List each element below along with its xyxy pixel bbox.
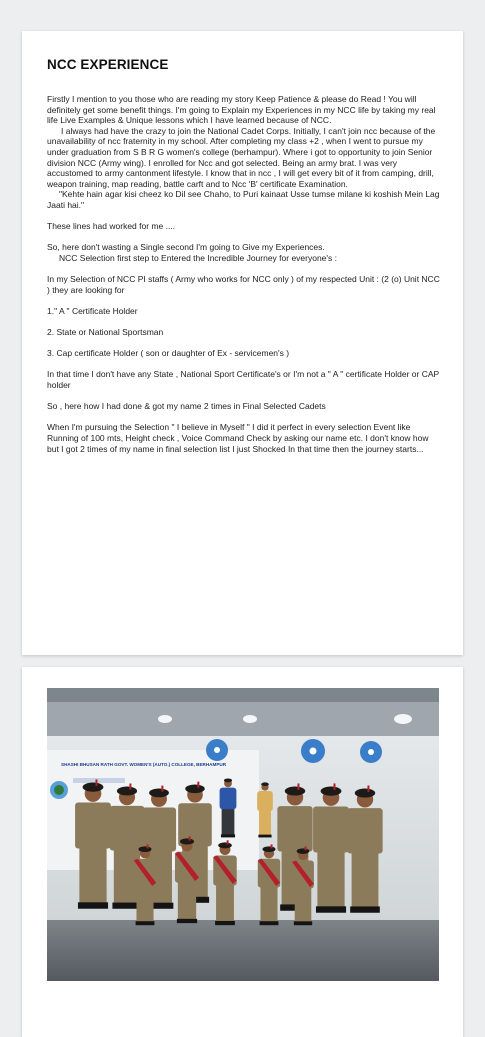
- cadets-group: [75, 778, 383, 925]
- paragraph-joining: I always had have the crazy to join the National Cadet Corps. Initially, I can't join ncc because of the unavailability of ncc fraternity in my school. After completing my class +2 , when I went to pursue my under graduation from S B R G women's college (berhampur). Where i got to opportunity to join Senior division NCC (Army wing). I enrolled for Ncc and got selected. Being an army brat. I was very accustomed to army cantonment lifestyle. I know that in ncc , I will get every bit of it from camping, drill, weapon training, map reading, battle carft and to Ncc 'B' certificate Examination.: [47, 125, 436, 189]
- stage-floor: [47, 920, 439, 981]
- banner-text: SHASHI BHUSAN RATH GOVT. WOMEN'S (AUTO.) COLLEGE, BERHAMPUR: [61, 762, 227, 767]
- paragraph-no-certificates: In that time I don't have any State , National Sport Certificate's or I'm not a " A " certificate Holder or CAP holder: [47, 369, 440, 391]
- ceiling-light: [394, 714, 412, 724]
- group-photo-illustration: [47, 688, 439, 981]
- document-body: [47, 94, 440, 465]
- list-item-certificate-holder: 1." A " Certificate Holder: [47, 305, 138, 316]
- paragraph-quote: "Kehte hain agar kisi cheez ko Dil see Chaho, to Puri kainaat Usse tumse milane ki koshish Mein Lag Jaati hai.": [47, 189, 440, 210]
- document-page-2: [22, 667, 463, 1037]
- wall-fan: [360, 741, 382, 763]
- document-title: NCC EXPERIENCE: [47, 57, 169, 72]
- wall-fan: [301, 739, 325, 763]
- paragraph-lines-worked: These lines had worked for me ....: [47, 221, 176, 232]
- list-item-cap-holder: 3. Cap certificate Holder ( son or daughter of Ex - servicemen's ): [47, 348, 290, 359]
- wall-fan: [206, 739, 228, 761]
- paragraph-pi-staffs: In my Selection of NCC PI staffs ( Army who works for NCC only ) of my respected Unit : (2 (o) Unit NCC ) they are looking for: [47, 274, 440, 295]
- ceiling-light: [243, 715, 257, 723]
- list-item-sportsman: 2. State or National Sportsman: [47, 327, 164, 338]
- document-page-1: [22, 31, 463, 655]
- ceiling-light: [158, 715, 172, 723]
- paragraph-experiences: So, here don't wasting a Single second I'm going to Give my Experiences.: [47, 242, 325, 253]
- paragraph-journey-starts: When I'm pursuing the Selection " I believe in Myself " I did it perfect in every selection Event like Running of 100 mts, Height check , Voice Command Check by asking our name etc. I don't know how but I got 2 times of my name in final selection list I just Shocked In that time then the journey starts...: [47, 422, 429, 454]
- paragraph-final-selected: So , here how I had done & got my name 2 times in Final Selected Cadets: [47, 401, 326, 412]
- paragraph-selection-step: NCC Selection first step to Entered the Incredible Journey for everyone's :: [59, 252, 338, 263]
- paragraph-intro: Firstly I mention to you those who are reading my story Keep Patience & please do Read ! You will definitely get some benefit things. I'm going to Explain my Experiences in my NCC life by taking my real life Live Examples & Unique lessons which I have learned because of NCC.: [47, 94, 436, 126]
- group-photo: [47, 688, 439, 981]
